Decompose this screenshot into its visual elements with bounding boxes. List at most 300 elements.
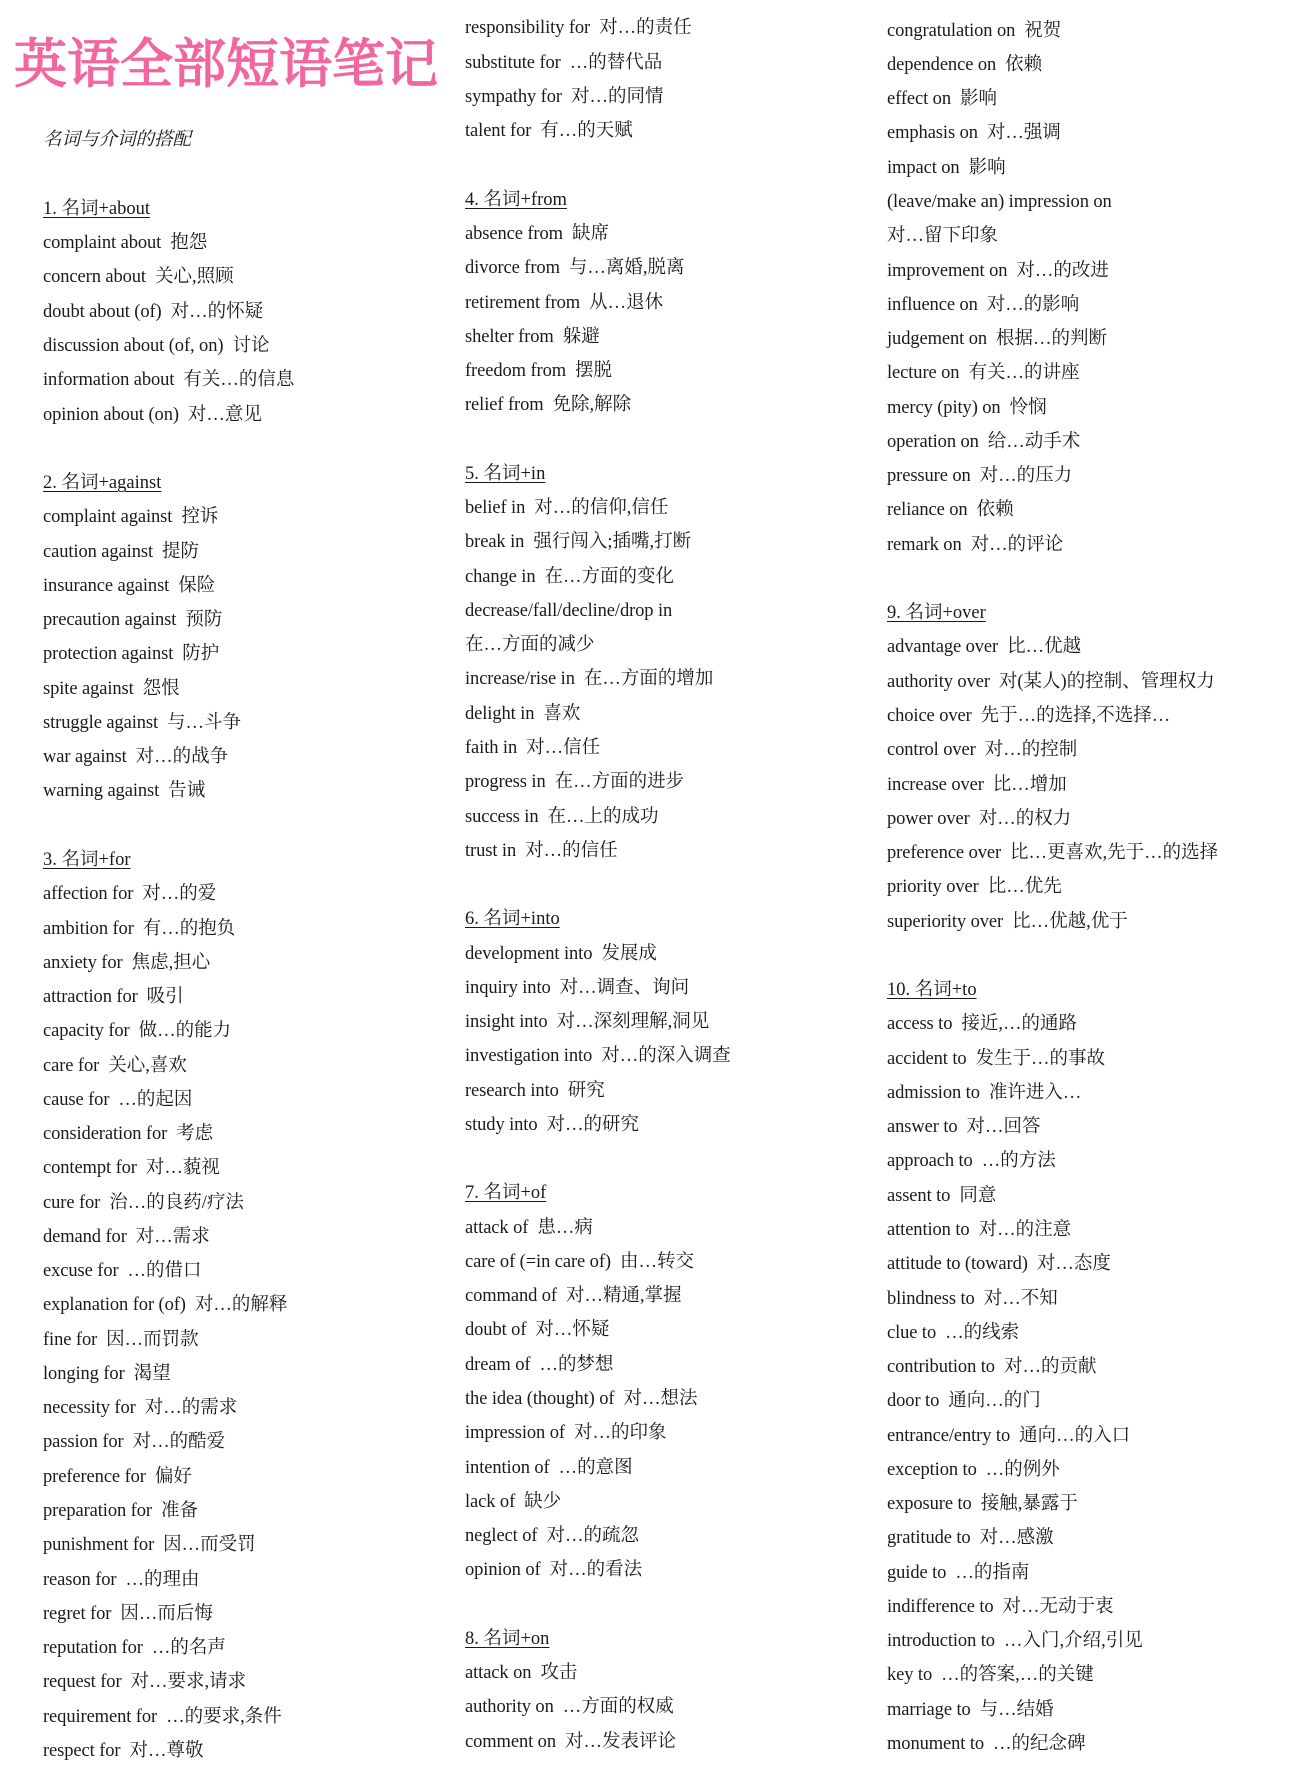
phrase-chinese: …入门,介绍,引见 (1003, 1631, 1143, 1652)
phrase-item (887, 1624, 1287, 1658)
phrase-chinese: 对…无动于衷 (1002, 1596, 1114, 1617)
phrase-item (465, 628, 865, 662)
phrase-english: struggle against (43, 712, 159, 733)
phrase-english: answer to (887, 1117, 958, 1138)
phrase-item (465, 251, 865, 285)
phrase-item (43, 260, 443, 294)
phrase-chinese: 对…的怀疑 (170, 301, 264, 322)
phrase-section (43, 192, 443, 432)
phrase-english: authority over (887, 671, 990, 692)
phrase-english: priority over (887, 877, 979, 898)
phrase-english: mercy (pity) on (887, 397, 1001, 418)
phrase-english: respect for (43, 1740, 121, 1761)
phrase-english: dependence on (887, 54, 997, 75)
phrase-chinese: …方面的权威 (562, 1697, 674, 1718)
phrase-english: reputation for (43, 1638, 143, 1659)
phrase-chinese: 先于…的选择,不选择… (980, 706, 1171, 726)
phrase-english: admission to (887, 1082, 980, 1103)
phrase-chinese: …的意图 (558, 1457, 633, 1478)
phrase-item (887, 1487, 1287, 1521)
phrase-item (465, 594, 865, 628)
phrase-item (887, 14, 1287, 48)
phrase-item (465, 697, 865, 731)
phrase-item (887, 733, 1287, 767)
phrase-english: dream of (465, 1354, 531, 1375)
phrase-chinese: 对…不知 (983, 1288, 1058, 1309)
phrase-english: opinion of (465, 1560, 541, 1581)
phrase-chinese: 患…病 (537, 1217, 593, 1238)
phrase-item (887, 802, 1287, 836)
phrase-chinese: 对…藐视 (145, 1158, 220, 1179)
phrase-item (465, 11, 865, 45)
phrase-item (887, 1042, 1287, 1076)
phrase-chinese: 对…的信任 (525, 840, 618, 861)
phrase-item (43, 1700, 443, 1734)
phrase-item (465, 286, 865, 320)
phrase-english: (leave/make an) impression on (887, 192, 1112, 213)
phrase-chinese: 有…的天赋 (540, 121, 633, 142)
phrase-english: ambition for (43, 918, 134, 939)
phrase-chinese: 对…的评论 (970, 534, 1064, 555)
phrase-english: affection for (43, 884, 134, 905)
phrase-item (465, 80, 865, 114)
phrase-english: attention to (887, 1219, 970, 1240)
phrase-item (465, 1451, 865, 1485)
phrase-item (43, 1288, 443, 1322)
phrase-english: absence from (465, 223, 563, 244)
column-3-sections (887, 14, 1287, 1762)
phrase-chinese: 在…方面的变化 (544, 566, 675, 587)
phrase-item (887, 1007, 1287, 1041)
phrase-english: key to (887, 1665, 933, 1686)
column-2-sections (465, 11, 865, 1759)
phrase-item (887, 1556, 1287, 1590)
phrase-english: effect on (887, 89, 951, 110)
phrase-item (43, 946, 443, 980)
phrase-english: reason for (43, 1569, 117, 1590)
phrase-chinese: 准许进入… (988, 1082, 1082, 1103)
phrase-english: exposure to (887, 1494, 972, 1515)
phrase-english: lack of (465, 1491, 516, 1512)
phrase-chinese: 对…调查、询问 (559, 977, 690, 998)
section-heading: 7. 名词+of (465, 1183, 547, 1204)
phrase-english: preparation for (43, 1501, 152, 1522)
phrase-item (43, 398, 443, 432)
phrase-chinese: 考虑 (176, 1124, 214, 1145)
column-3 (887, 14, 1287, 1762)
phrase-section (43, 466, 443, 809)
phrase-item (887, 116, 1287, 150)
phrase-item (465, 1485, 865, 1519)
phrase-chinese: 对…的解释 (194, 1295, 288, 1316)
phrase-item (43, 1014, 443, 1048)
phrase-english: warning against (43, 781, 160, 802)
phrase-english: care of (=in care of) (465, 1251, 611, 1272)
phrase-english: pressure on (887, 466, 971, 487)
phrase-english: consideration for (43, 1124, 168, 1145)
phrase-english: relief from (465, 395, 544, 416)
phrase-chinese: 强行闯入;插嘴,打断 (533, 532, 692, 553)
phrase-english: protection against (43, 644, 174, 665)
phrase-chinese: 对…强调 (986, 123, 1061, 144)
phrase-chinese: …的指南 (955, 1562, 1030, 1583)
phrase-english: war against (43, 747, 127, 768)
phrase-item (43, 500, 443, 534)
phrase-chinese: 准备 (160, 1501, 198, 1522)
phrase-chinese: 讨论 (232, 335, 270, 356)
phrase-english: punishment for (43, 1535, 155, 1556)
phrase-item (887, 1110, 1287, 1144)
phrase-item (887, 459, 1287, 493)
column-2 (465, 11, 865, 1759)
phrase-chinese: 与…离婚,脱离 (568, 258, 685, 279)
phrase-item (887, 528, 1287, 562)
phrase-english: assent to (887, 1185, 951, 1206)
phrase-english: blindness to (887, 1288, 975, 1309)
phrase-chinese: 吸引 (146, 987, 184, 1008)
phrase-item (43, 774, 443, 808)
phrase-section (465, 1622, 865, 1759)
phrase-item (43, 1083, 443, 1117)
phrase-item (43, 1151, 443, 1185)
phrase-english: information about (43, 370, 175, 391)
phrase-english: freedom from (465, 361, 567, 382)
phrase-item (465, 765, 865, 799)
phrase-chinese: 对…发表评论 (564, 1731, 676, 1752)
phrase-chinese: 控诉 (181, 507, 219, 528)
phrase-english: belief in (465, 498, 526, 519)
phrase-english: research into (465, 1080, 559, 1101)
phrase-section (465, 457, 865, 868)
phrase-chinese: 对…的改进 (1016, 260, 1109, 281)
phrase-item (465, 388, 865, 422)
phrase-chinese: 对(某人)的控制、管理权力 (998, 671, 1215, 692)
phrase-english: caution against (43, 541, 153, 562)
phrase-english: remark on (887, 534, 962, 555)
phrase-chinese: 比…优越 (1007, 637, 1082, 658)
phrase-chinese: …的方法 (981, 1151, 1056, 1172)
phrase-chinese: 对…的战争 (135, 747, 229, 768)
phrase-item (465, 491, 865, 525)
phrase-chinese: 因…而后悔 (120, 1603, 213, 1624)
phrase-chinese: 偏好 (154, 1466, 192, 1487)
phrase-chinese: 对…的研究 (546, 1114, 640, 1135)
phrase-english: spite against (43, 678, 134, 699)
phrase-chinese: 对…回答 (966, 1117, 1041, 1138)
phrase-chinese: 对…的看法 (549, 1560, 643, 1581)
phrase-chinese: …的名声 (151, 1638, 226, 1659)
section-subtitle: 名词与介词的搭配 (43, 130, 192, 151)
phrase-english: operation on (887, 431, 979, 452)
phrase-item (887, 1213, 1287, 1247)
phrase-english: anxiety for (43, 952, 123, 973)
phrase-chinese: 预防 (185, 610, 223, 631)
phrase-english: intention of (465, 1457, 550, 1478)
phrase-item (43, 1665, 443, 1699)
phrase-chinese: 因…而罚款 (106, 1329, 199, 1350)
phrase-chinese: 接触,暴露于 (980, 1494, 1078, 1515)
phrase-english: delight in (465, 703, 535, 724)
section-heading: 4. 名词+from (465, 189, 567, 210)
phrase-chinese: 与…斗争 (167, 712, 242, 733)
phrase-english: clue to (887, 1322, 937, 1343)
section-heading: 3. 名词+for (43, 849, 131, 870)
phrase-item (465, 1690, 865, 1724)
phrase-english: trust in (465, 840, 517, 861)
phrase-chinese: …的线索 (945, 1322, 1020, 1343)
phrase-chinese: 比…优先 (987, 877, 1062, 898)
phrase-item (43, 603, 443, 637)
phrase-english: attitude to (toward) (887, 1254, 1028, 1275)
phrase-chinese: 告诫 (168, 781, 206, 802)
phrase-chinese: 对…的贡献 (1003, 1357, 1097, 1378)
phrase-item (887, 219, 1287, 253)
phrase-english: change in (465, 566, 536, 587)
phrase-english: command of (465, 1286, 557, 1307)
phrase-item (465, 560, 865, 594)
phrase-english: doubt of (465, 1320, 527, 1341)
phrase-english: inquiry into (465, 977, 551, 998)
phrase-item (43, 980, 443, 1014)
phrase-item (887, 665, 1287, 699)
phrase-item (887, 1384, 1287, 1418)
phrase-section (887, 14, 1287, 562)
phrase-item (43, 740, 443, 774)
phrase-english: insurance against (43, 575, 170, 596)
phrase-english: faith in (465, 737, 518, 758)
phrase-chinese: 对…的责任 (599, 18, 692, 39)
phrase-english: judgement on (887, 329, 988, 350)
phrase-item (465, 834, 865, 868)
phrase-chinese: 接近,…的通路 (961, 1014, 1077, 1035)
phrase-item (465, 1725, 865, 1759)
phrase-english: the idea (thought) of (465, 1389, 615, 1410)
phrase-chinese: 有关…的讲座 (968, 363, 1080, 384)
phrase-item (465, 320, 865, 354)
phrase-item (465, 1553, 865, 1587)
phrase-english: increase over (887, 774, 984, 795)
section-heading: 2. 名词+against (43, 473, 162, 494)
phrase-item (465, 1039, 865, 1073)
phrase-item (887, 768, 1287, 802)
phrase-item (43, 569, 443, 603)
phrase-english: request for (43, 1672, 122, 1693)
phrase-item (43, 363, 443, 397)
phrase-english: marriage to (887, 1699, 971, 1720)
phrase-item (43, 1220, 443, 1254)
phrase-chinese: 焦虑,担心 (131, 952, 211, 973)
phrase-chinese: 影响 (960, 89, 998, 110)
phrase-english: necessity for (43, 1398, 136, 1419)
phrase-chinese: 根据…的判断 (996, 329, 1108, 350)
phrase-english: complaint about (43, 233, 162, 254)
phrase-english: preference for (43, 1466, 146, 1487)
phrase-item (465, 1519, 865, 1553)
phrase-chinese: 喜欢 (543, 703, 581, 724)
phrase-chinese: 对…的需求 (144, 1398, 238, 1419)
phrase-english: divorce from (465, 258, 560, 279)
phrase-chinese: 研究 (567, 1080, 605, 1101)
phrase-english: complaint against (43, 507, 173, 528)
phrase-item (887, 493, 1287, 527)
phrase-section (465, 1176, 865, 1587)
phrase-item (465, 731, 865, 765)
phrase-chinese: 比…更喜欢,先于…的选择 (1010, 843, 1219, 864)
phrase-section (887, 973, 1287, 1761)
phrase-english: preference over (887, 843, 1002, 864)
phrase-chinese: 通向…的门 (948, 1391, 1041, 1412)
phrase-english: sympathy for (465, 86, 562, 107)
phrase-chinese: 怨恨 (142, 678, 180, 699)
phrase-chinese: …的借口 (127, 1261, 202, 1282)
phrase-item (887, 1419, 1287, 1453)
phrase-item (887, 48, 1287, 82)
phrase-english: investigation into (465, 1046, 593, 1067)
phrase-item (465, 1656, 865, 1690)
phrase-english: contempt for (43, 1158, 137, 1179)
phrase-item (887, 151, 1287, 185)
phrase-chinese: 对…要求,请求 (130, 1672, 247, 1693)
phrase-chinese: 对…的同情 (570, 86, 664, 107)
phrase-english: access to (887, 1014, 953, 1035)
phrase-chinese: 对…的影响 (986, 294, 1080, 315)
phrase-chinese: …的梦想 (539, 1354, 614, 1375)
phrase-english: attack on (465, 1663, 532, 1684)
phrase-item (887, 185, 1287, 219)
phrase-item (43, 329, 443, 363)
phrase-chinese: 摆脱 (575, 361, 613, 382)
phrase-english: opinion about (on) (43, 404, 179, 425)
phrase-chinese: 提防 (161, 541, 199, 562)
section-heading: 8. 名词+on (465, 1628, 550, 1649)
phrase-item (43, 1460, 443, 1494)
phrase-item (887, 391, 1287, 425)
phrase-english: shelter from (465, 326, 554, 347)
phrase-item (43, 1117, 443, 1151)
phrase-english: reliance on (887, 500, 968, 521)
phrase-item (465, 662, 865, 696)
phrase-item (43, 1323, 443, 1357)
phrase-item (887, 1350, 1287, 1384)
phrase-chinese: 对…的酷爱 (132, 1432, 226, 1453)
phrase-english: approach to (887, 1151, 973, 1172)
phrase-item (465, 1005, 865, 1039)
phrase-chinese: 在…上的成功 (547, 806, 659, 827)
phrase-english: congratulation on (887, 20, 1016, 41)
phrase-english: responsibility for (465, 18, 591, 39)
phrase-english: attraction for (43, 987, 138, 1008)
phrase-item (465, 46, 865, 80)
phrase-item (43, 1186, 443, 1220)
phrase-chinese: …的答案,…的关键 (941, 1665, 1094, 1686)
phrase-item (887, 1521, 1287, 1555)
phrase-chinese: 由…转交 (619, 1251, 694, 1272)
phrase-english: advantage over (887, 637, 999, 658)
phrase-english: impact on (887, 157, 960, 178)
phrase-english: passion for (43, 1432, 124, 1453)
phrase-item (887, 1590, 1287, 1624)
phrase-chinese: 防护 (182, 644, 220, 665)
phrase-chinese: 做…的能力 (138, 1021, 232, 1042)
phrase-english: fine for (43, 1329, 98, 1350)
phrase-chinese: 对…感激 (979, 1528, 1054, 1549)
phrase-chinese: 免除,解除 (552, 395, 632, 416)
phrase-section (465, 11, 865, 148)
phrase-chinese: 对…态度 (1036, 1254, 1111, 1275)
phrase-chinese: 对…的注意 (978, 1219, 1072, 1240)
phrase-english: exception to (887, 1459, 977, 1480)
phrase-chinese: 通向…的入口 (1019, 1425, 1131, 1446)
phrase-chinese: 对…怀疑 (535, 1320, 610, 1341)
phrase-chinese: 比…优越,优于 (1012, 911, 1128, 932)
phrase-chinese: 关心,照顾 (154, 267, 234, 288)
phrase-english: influence on (887, 294, 978, 315)
phrase-item (887, 699, 1287, 733)
phrase-english: authority on (465, 1697, 554, 1718)
phrase-english: talent for (465, 121, 532, 142)
phrase-chinese: …的纪念碑 (993, 1733, 1086, 1754)
phrase-chinese: 对…留下印象 (887, 226, 999, 247)
phrase-item (465, 800, 865, 834)
phrase-english: capacity for (43, 1021, 130, 1042)
phrase-item (887, 82, 1287, 116)
section-heading: 1. 名词+about (43, 198, 151, 219)
phrase-item (465, 1416, 865, 1450)
phrase-chinese: …的理由 (125, 1569, 200, 1590)
phrase-chinese: 依赖 (976, 500, 1014, 521)
phrase-chinese: 对…的控制 (984, 740, 1078, 761)
phrase-chinese: 关心,喜欢 (108, 1055, 187, 1076)
phrase-item (465, 217, 865, 251)
phrase-item (887, 1727, 1287, 1761)
phrase-english: monument to (887, 1733, 985, 1754)
phrase-chinese: 对…精通,掌握 (566, 1286, 682, 1307)
phrase-english: success in (465, 806, 539, 827)
phrase-item (887, 356, 1287, 390)
phrase-english: attack of (465, 1217, 529, 1238)
phrase-english: impression of (465, 1423, 565, 1444)
phrase-english: concern about (43, 267, 146, 288)
phrase-chinese: 对…深刻理解,洞见 (556, 1012, 710, 1033)
page-title: 英语全部短语笔记 (14, 34, 438, 95)
phrase-item (887, 322, 1287, 356)
phrase-item (43, 1494, 443, 1528)
phrase-item (43, 912, 443, 946)
phrase-chinese: 对…意见 (187, 404, 262, 425)
phrase-item (887, 1316, 1287, 1350)
phrase-chinese: 因…而受罚 (163, 1535, 256, 1556)
phrase-chinese: 对…的压力 (979, 466, 1073, 487)
phrase-english: demand for (43, 1226, 127, 1247)
phrase-item (887, 630, 1287, 664)
phrase-item (43, 226, 443, 260)
phrase-section (43, 843, 443, 1768)
phrase-item (465, 1245, 865, 1279)
phrase-item (887, 1658, 1287, 1692)
phrase-item (465, 1348, 865, 1382)
phrase-item (43, 535, 443, 569)
phrase-english: increase/rise in (465, 669, 575, 690)
phrase-item (465, 1313, 865, 1347)
phrase-english: insight into (465, 1012, 548, 1033)
phrase-section (887, 596, 1287, 939)
phrase-chinese: 发展成 (601, 943, 657, 964)
phrase-chinese: 在…方面的减少 (465, 635, 595, 656)
column-1-sections (43, 192, 443, 1768)
phrase-chinese: 有关…的信息 (183, 370, 295, 391)
phrase-chinese: …的替代品 (569, 52, 663, 73)
phrase-chinese: 对…需求 (135, 1226, 210, 1247)
